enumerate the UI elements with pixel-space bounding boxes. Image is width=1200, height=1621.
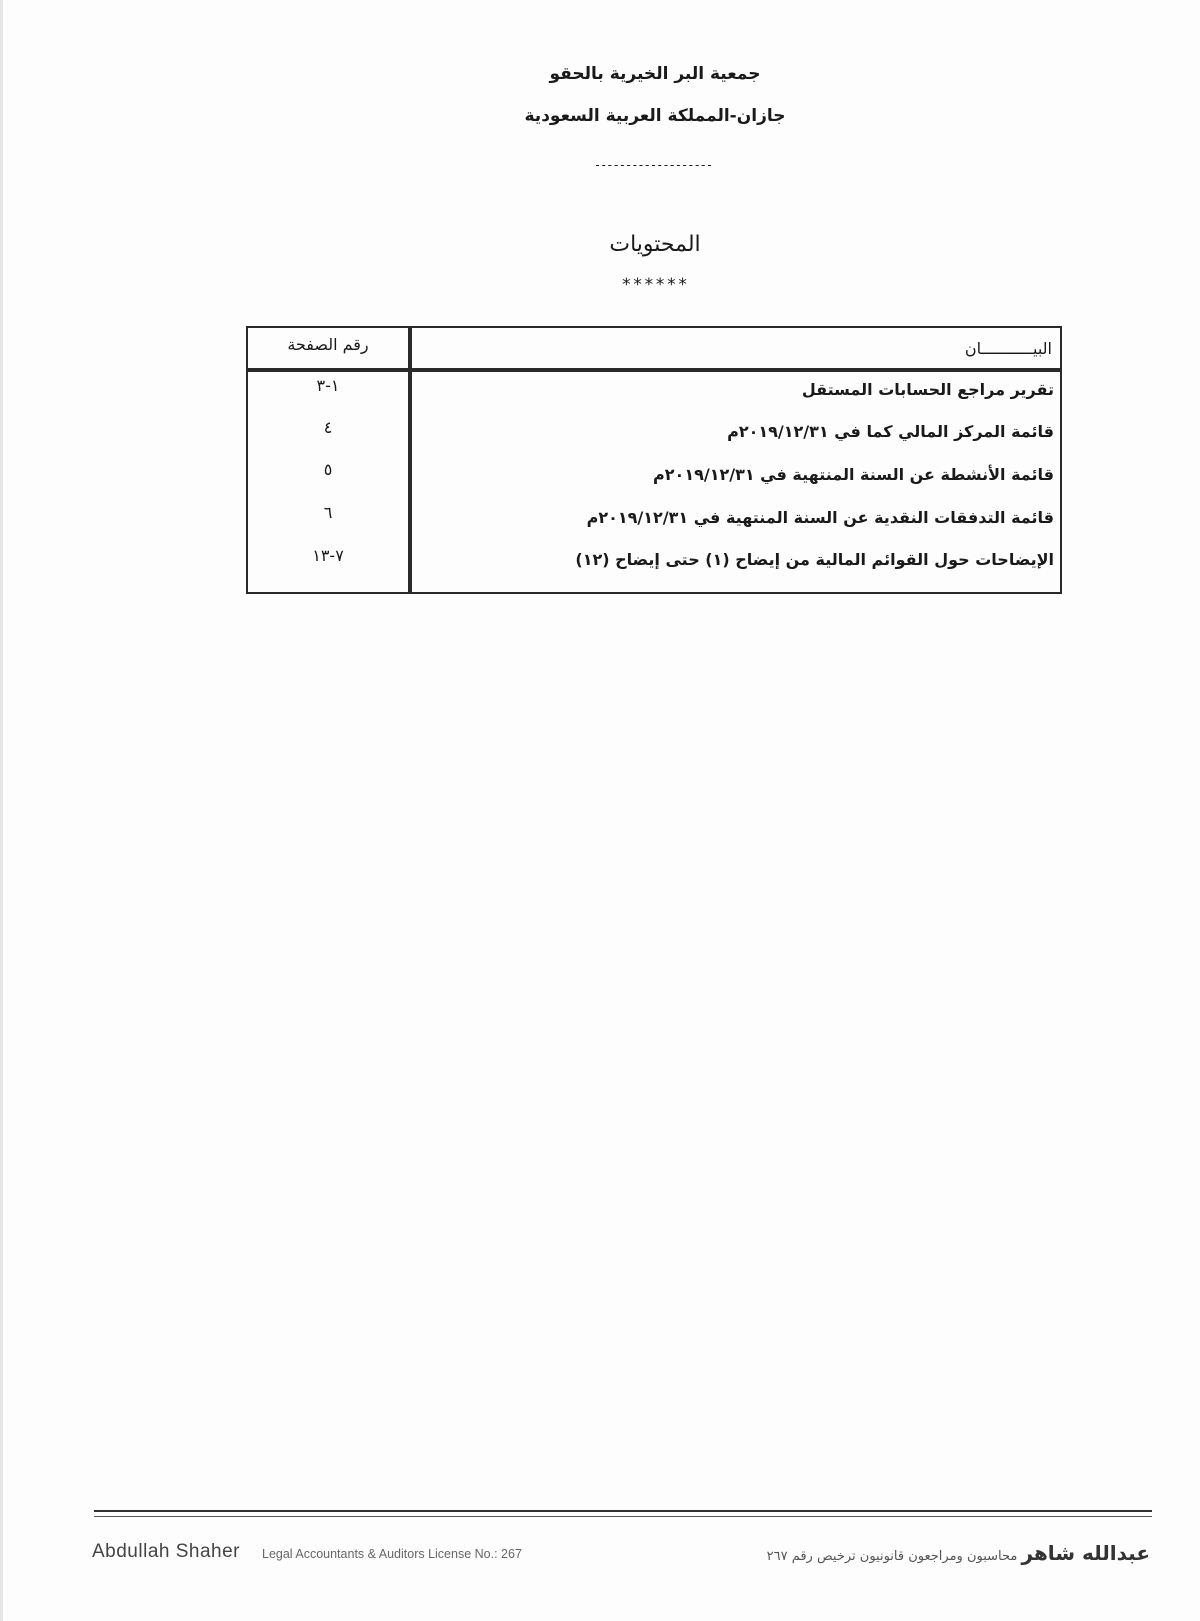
footer-firm-description-en: Legal Accountants & Auditors License No.: 267 xyxy=(262,1547,522,1561)
table-row-description: قائمة الأنشطة عن السنة المنتهية في ٢٠١٩/١٢/٣١م xyxy=(653,465,1054,484)
contents-title: المحتويات xyxy=(609,232,701,257)
footer-firm-ar xyxy=(767,1541,1150,1565)
column-header-description: البيـــــــــــان xyxy=(964,339,1052,358)
table-row-page: ٧-١٣ xyxy=(312,546,344,565)
table-row-description: قائمة المركز المالي كما في ٢٠١٩/١٢/٣١م xyxy=(727,422,1054,441)
column-header-page: رقم الصفحة xyxy=(287,335,369,354)
footer-rule xyxy=(94,1516,1152,1517)
footer-firm-name-en: Abdullah Shaher xyxy=(92,1541,240,1562)
header-divider xyxy=(248,368,1060,372)
organization-name: جمعية البر الخيرية بالحقو xyxy=(549,64,761,84)
table-row-page: ٥ xyxy=(323,460,333,479)
footer-firm-name-ar: عبدالله شاهر xyxy=(1021,1541,1150,1565)
table-row-description: قائمة التدفقات النقدية عن السنة المنتهية في ٢٠١٩/١٢/٣١م xyxy=(586,508,1054,527)
page-edge xyxy=(0,0,3,1621)
footer-firm-description-ar: محاسبون ومراجعون قانونيون ترخيص رقم ٢٦٧ xyxy=(766,1549,1018,1564)
table-row-description: الإيضاحات حول القوائم المالية من إيضاح (١) حتى إيضاح (١٢) xyxy=(575,550,1054,569)
table-row-page: ٤ xyxy=(323,418,333,437)
organization-location: جازان-المملكة العربية السعودية xyxy=(524,106,786,126)
header-separator: ------------------- xyxy=(593,158,713,172)
contents-table xyxy=(246,326,1062,594)
table-row-page: ٦ xyxy=(323,503,333,522)
footer-rule xyxy=(94,1510,1152,1512)
table-row-description: تقرير مراجع الحسابات المستقل xyxy=(801,380,1054,399)
table-row-page: ١-٣ xyxy=(316,376,340,395)
contents-stars: ****** xyxy=(621,275,689,295)
